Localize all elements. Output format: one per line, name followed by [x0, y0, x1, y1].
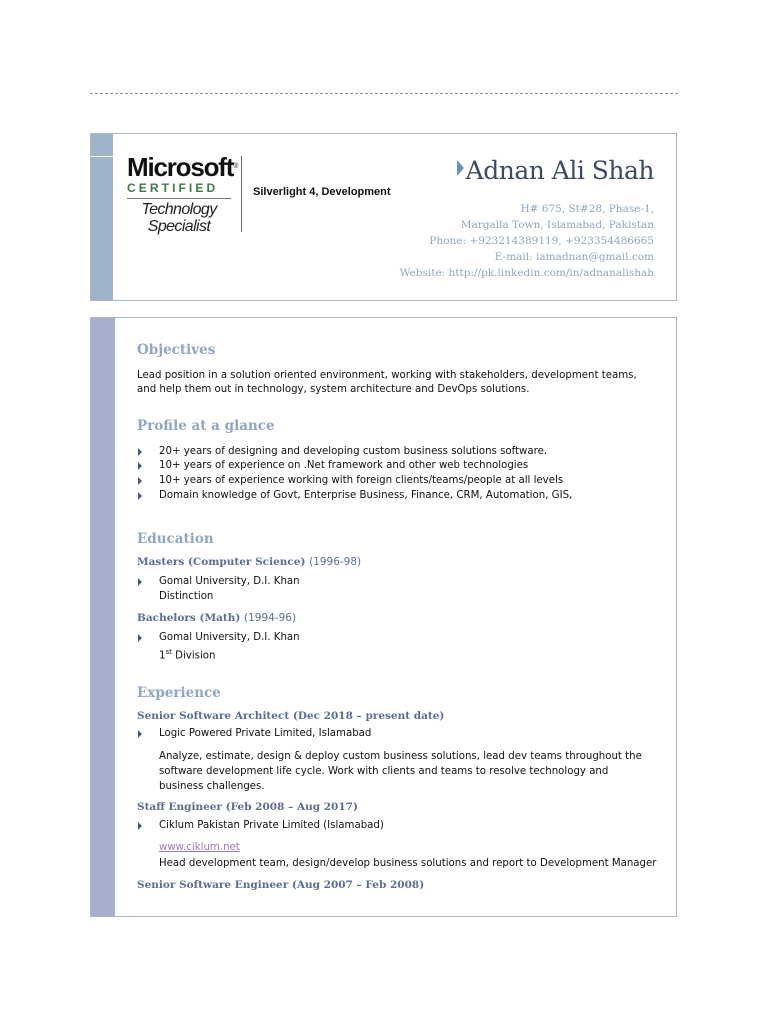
degree-bachelors-title: Bachelors (Math) (1994-96)	[137, 612, 297, 624]
logo-certified: CERTIFIED	[127, 181, 219, 195]
contact-address-2: Margalla Town, Islamabad, Pakistan	[460, 219, 654, 231]
bullet-arrow-icon	[138, 822, 142, 830]
job-company: Logic Powered Private Limited, Islamabad	[137, 726, 371, 741]
logo-divider	[241, 156, 242, 232]
bullet-arrow-icon	[138, 492, 142, 500]
experience-heading: Experience	[137, 685, 221, 701]
contact-details	[400, 201, 654, 281]
degree-masters-institution: Gomal University, D.I. Khan	[137, 574, 300, 589]
contact-phone: Phone: +923214389119, +923354486665	[429, 235, 654, 247]
candidate-name: Adnan Ali Shah	[457, 156, 654, 185]
profile-heading: Profile at a glance	[137, 418, 275, 434]
job-desc-line: Head development team, design/develop business solutions and report to Development Manager	[159, 858, 657, 869]
job-desc-line: software development life cycle. Work with clients and teams to resolve technology and	[159, 766, 609, 777]
header-side-notch	[91, 156, 113, 157]
degree-bachelors-institution: Gomal University, D.I. Khan	[137, 630, 300, 645]
contact-website[interactable]: Website: http://pk.linkedin.com/in/adnanalishah	[399, 267, 654, 279]
job-desc-line: Analyze, estimate, design & deploy custom business solutions, lead dev teams throughout the	[159, 751, 642, 762]
degree-bachelors-result: 1st Division	[159, 648, 216, 662]
body-side-bar	[91, 318, 115, 916]
certification-area: Silverlight 4, Development	[253, 186, 391, 198]
objectives-line-2: and help them out in technology, system architecture and DevOps solutions.	[137, 384, 530, 395]
profile-item: 20+ years of designing and developing custom business solutions software.	[137, 444, 547, 459]
education-heading: Education	[137, 531, 214, 547]
profile-item: 10+ years of experience working with foreign clients/teams/people at all levels	[137, 473, 563, 488]
bullet-arrow-icon	[138, 578, 142, 586]
job-title: Senior Software Architect (Dec 2018 – present date)	[137, 710, 445, 722]
company-website-link[interactable]: www.ciklum.net	[159, 842, 240, 853]
degree-masters-title: Masters (Computer Science) (1996-98)	[137, 556, 362, 568]
logo-specialist: Specialist	[147, 218, 211, 235]
logo-microsoft: Microsoft®	[127, 152, 238, 182]
job-title: Staff Engineer (Feb 2008 – Aug 2017)	[137, 801, 358, 813]
objectives-line-1: Lead position in a solution oriented environment, working with stakeholders, development teams,	[137, 370, 637, 381]
microsoft-certified-logo	[127, 154, 237, 235]
bullet-arrow-icon	[138, 462, 142, 470]
job-desc-line: business challenges.	[159, 781, 265, 792]
header-side-bar	[91, 134, 113, 300]
bullet-arrow-icon	[138, 477, 142, 485]
contact-email[interactable]: E-mail: iamadnan@gmail.com	[494, 251, 654, 263]
profile-item: 10+ years of experience on .Net framework and other web technologies	[137, 458, 528, 473]
logo-technology: Technology	[141, 201, 217, 218]
job-title: Senior Software Engineer (Aug 2007 – Feb 2008)	[137, 879, 425, 891]
bullet-arrow-icon	[138, 448, 142, 456]
contact-address-1: H# 675, St#28, Phase-1,	[520, 203, 654, 215]
bullet-arrow-icon	[138, 634, 142, 642]
profile-item: Domain knowledge of Govt, Enterprise Business, Finance, CRM, Automation, GIS,	[137, 488, 572, 503]
degree-masters-result: Distinction	[159, 591, 214, 602]
page-top-dashed-rule	[90, 93, 678, 94]
name-arrow-icon	[457, 160, 464, 176]
bullet-arrow-icon	[138, 730, 142, 738]
resume-header	[90, 133, 677, 301]
job-company: Ciklum Pakistan Private Limited (Islamabad)	[137, 818, 384, 833]
objectives-heading: Objectives	[137, 342, 216, 358]
resume-body	[90, 317, 677, 917]
